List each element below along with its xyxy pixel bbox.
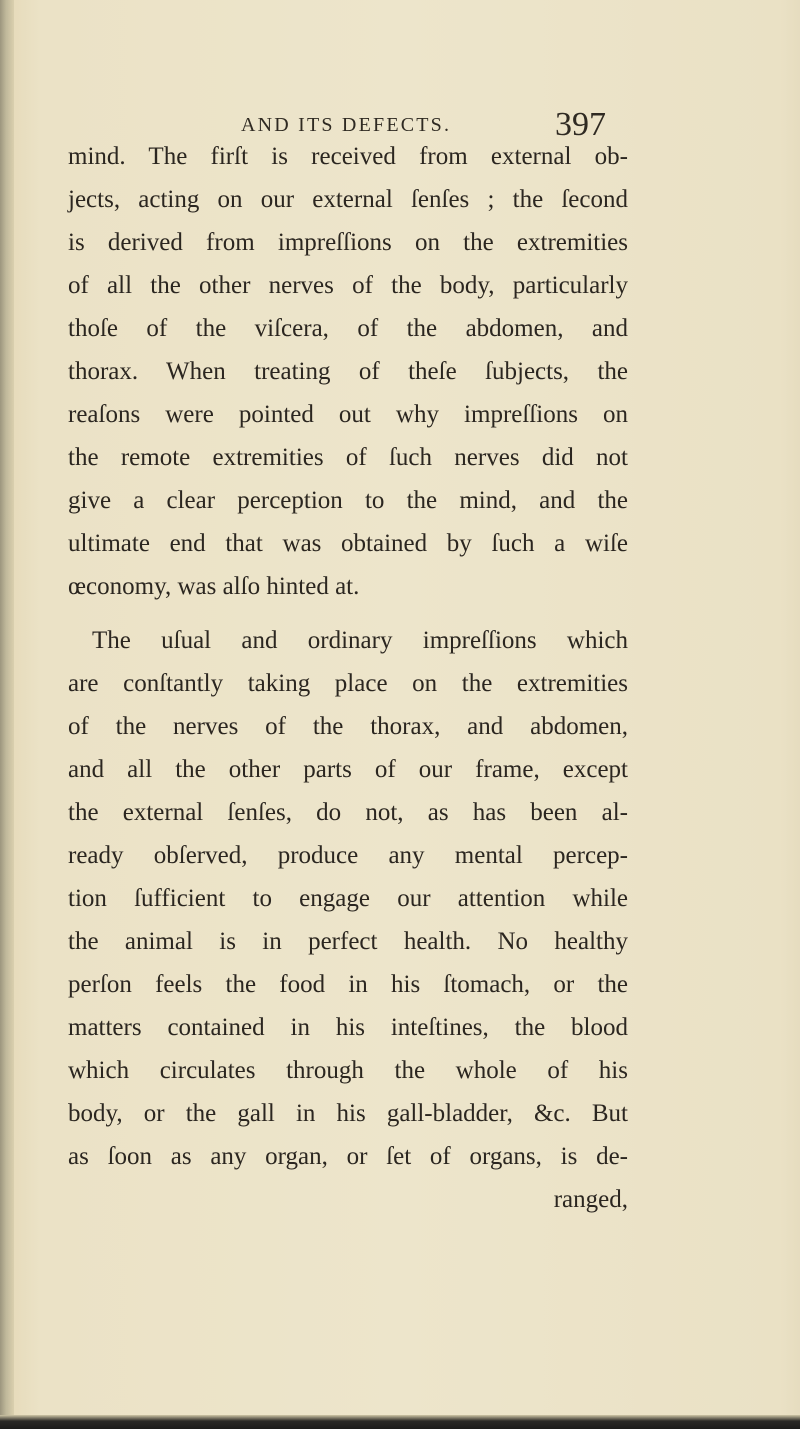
- text-line: ultimate end that was obtained by ſuch a wiſe: [68, 530, 628, 557]
- binding-edge: [0, 0, 14, 1429]
- text-line: reaſons were pointed out why impreſſions on: [68, 401, 628, 428]
- running-title: AND ITS DEFECTS.: [241, 114, 452, 136]
- text-line: of all the other nerves of the body, particularly: [68, 272, 628, 299]
- page-bottom-edge: [0, 1415, 800, 1429]
- text-line: the remote extremities of ſuch nerves did not: [68, 444, 628, 471]
- text-line: The uſual and ordinary impreſſions which: [92, 627, 628, 654]
- text-line: body, or the gall in his gall-bladder, &c. But: [68, 1100, 628, 1127]
- text-line: matters contained in his inteſtines, the blood: [68, 1014, 628, 1041]
- page-number: 397: [555, 106, 606, 143]
- text-line: the external ſenſes, do not, as has been al-: [68, 799, 628, 826]
- text-line: ready obſerved, produce any mental percep-: [68, 842, 628, 869]
- text-line: as ſoon as any organ, or ſet of organs, is de-: [68, 1143, 628, 1170]
- text-line: give a clear perception to the mind, and the: [68, 487, 628, 514]
- text-line: thorax. When treating of theſe ſubjects, the: [68, 358, 628, 385]
- text-line: tion ſufficient to engage our attention while: [68, 885, 628, 912]
- text-line: of the nerves of the thorax, and abdomen,: [68, 713, 628, 740]
- text-line: jects, acting on our external ſenſes ; the ſecond: [68, 186, 628, 213]
- text-line: mind. The firſt is received from external ob-: [68, 143, 628, 170]
- text-line: and all the other parts of our frame, except: [68, 756, 628, 783]
- text-line: perſon feels the food in his ſtomach, or the: [68, 971, 628, 998]
- text-line: the animal is in perfect health. No healthy: [68, 928, 628, 955]
- text-line: are conſtantly taking place on the extremities: [68, 670, 628, 697]
- text-line: which circulates through the whole of his: [68, 1057, 628, 1084]
- text-line: is derived from impreſſions on the extremities: [68, 229, 628, 256]
- text-line: thoſe of the viſcera, of the abdomen, and: [68, 315, 628, 342]
- text-line: œconomy, was alſo hinted at.: [68, 573, 360, 600]
- catchword: ranged,: [553, 1186, 628, 1213]
